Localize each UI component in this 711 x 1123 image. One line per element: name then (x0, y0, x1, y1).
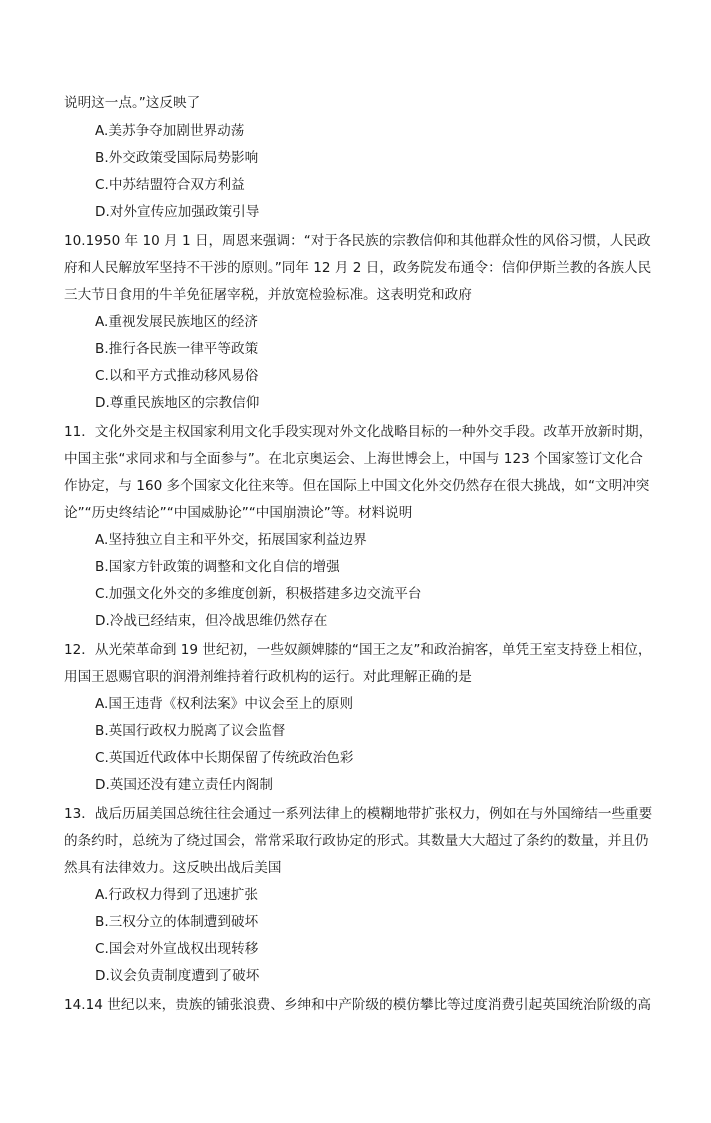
q11-option-c: C.加强文化外交的多维度创新，积极搭建多边交流平台 (95, 586, 422, 602)
q12-stem-line-1: 12．从光荣革命到 19 世纪初，一些奴颜婢膝的“国王之友”和政治掮客，单凭王室支持登上相位， (64, 642, 652, 658)
q11-option-d: D.冷战已经结束，但冷战思维仍然存在 (95, 613, 328, 629)
q13-stem-line-1: 13．战后历届美国总统往往会通过一系列法律上的模糊地带扩张权力，例如在与外国缔结一些重要 (64, 806, 653, 822)
q12-option-b: B.英国行政权力脱离了议会监督 (95, 723, 286, 739)
q10-option-c: C.以和平方式推动移风易俗 (95, 368, 259, 384)
q9-option-b: B.外交政策受国际局势影响 (95, 150, 259, 166)
q10-option-d: D.尊重民族地区的宗教信仰 (95, 395, 260, 411)
q12-stem-line-2: 用国王恩赐官职的润滑剂维持着行政机构的运行。对此理解正确的是 (64, 669, 472, 685)
q9-option-a: A.美苏争夺加剧世界动荡 (95, 123, 245, 139)
q13-option-d: D.议会负责制度遭到了破坏 (95, 968, 260, 984)
q13-option-c: C.国会对外宣战权出现转移 (95, 941, 259, 957)
q13-option-b: B.三权分立的体制遭到破坏 (95, 914, 259, 930)
q10-stem-line-2: 府和人民解放军坚持不干涉的原则。”同年 12 月 2 日，政务院发布通令：信仰伊斯兰教的各族人民 (64, 260, 652, 276)
q11-option-a: A.坚持独立自主和平外交，拓展国家利益边界 (95, 532, 367, 548)
q13-stem-line-3: 然具有法律效力。这反映出战后美国 (64, 860, 282, 876)
q13-option-a: A.行政权力得到了迅速扩张 (95, 887, 258, 903)
q11-stem-line-2: 中国主张“求同求和与全面参与”。在北京奥运会、上海世博会上，中国与 123 个国家签订文化合 (64, 451, 643, 467)
q9-option-c: C.中苏结盟符合双方利益 (95, 177, 245, 193)
q12-option-a: A.国王违背《权利法案》中议会至上的原则 (95, 696, 354, 712)
q9-option-d: D.对外宣传应加强政策引导 (95, 204, 260, 220)
q10-stem-line-1: 10.1950 年 10 月 1 日，周恩来强调：“对于各民族的宗教信仰和其他群众性的风俗习惯，人民政 (64, 233, 651, 249)
q11-stem-line-3: 作协定，与 160 多个国家文化往来等。但在国际上中国文化外交仍然存在很大挑战，如“文明冲突 (64, 478, 650, 494)
q10-option-b: B.推行各民族一律平等政策 (95, 341, 259, 357)
q9-stem-tail: 说明这一点。”这反映了 (64, 95, 201, 111)
q12-option-d: D.英国还没有建立责任内阁制 (95, 777, 273, 793)
q11-stem-line-4: 论”“历史终结论”“中国威胁论”“中国崩溃论”等。材料说明 (64, 505, 413, 521)
q11-stem-line-1: 11．文化外交是主权国家利用文化手段实现对外文化战略目标的一种外交手段。改革开放新时期， (64, 424, 653, 440)
q14-stem-line-1: 14.14 世纪以来，贵族的铺张浪费、乡绅和中产阶级的模仿攀比等过度消费引起英国统治阶级的高 (64, 997, 651, 1013)
q12-option-c: C.英国近代政体中长期保留了传统政治色彩 (95, 750, 354, 766)
q10-option-a: A.重视发展民族地区的经济 (95, 314, 258, 330)
q10-stem-line-3: 三大节日食用的牛羊免征屠宰税，并放宽检验标准。这表明党和政府 (64, 287, 472, 303)
q13-stem-line-2: 的条约时，总统为了绕过国会，常常采取行政协定的形式。其数量大大超过了条约的数量，并且仍 (64, 833, 649, 849)
q11-option-b: B.国家方针政策的调整和文化自信的增强 (95, 559, 340, 575)
